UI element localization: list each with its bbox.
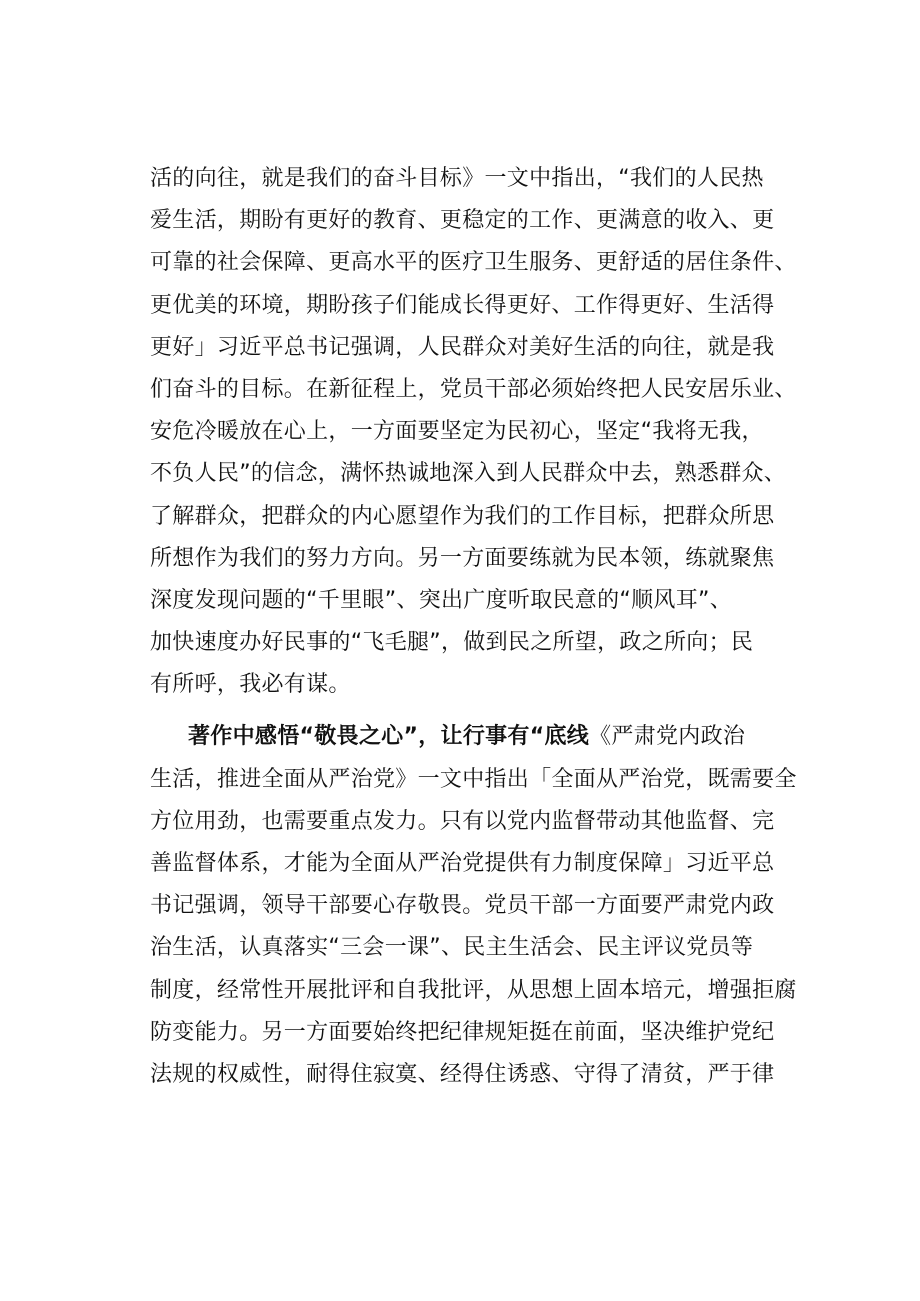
text-line: 有所呼，我必有谋。 (150, 672, 351, 698)
text-line: 加快速度办好民事的“飞毛腿”，做到民之所望，政之所向；民 (150, 630, 754, 656)
text-line: 了解群众，把群众的内心愿望作为我们的工作目标，把群众所思 (150, 503, 775, 529)
text-line: 安危冷暖放在心上，一方面要坚定为民初心，坚定“我将无我， (150, 419, 764, 445)
text-line: 防变能力。另一方面要始终把纪律规矩挺在前面，坚决维护党纪 (150, 1019, 775, 1045)
text-line: 治生活，认真落实“三会一课”、民主生活会、民主评议党员等 (150, 935, 754, 961)
text-line: 可靠的社会保障、更高水平的医疗卫生服务、更舒适的居住条件、 (150, 250, 797, 276)
text-line: 们奋斗的目标。在新征程上，党员干部必须始终把人民安居乐业、 (150, 376, 797, 402)
paragraph-reverence (150, 716, 810, 1096)
text-line: 所想作为我们的努力方向。另一方面要练就为民本领，练就聚焦 (150, 545, 775, 571)
text-line: 更优美的环境，期盼孩子们能成长得更好、工作得更好、生活得 (150, 292, 775, 318)
text-line: 生活，推进全面从严治党》一文中指出「全面从严治党，既需要全 (150, 766, 797, 792)
text-line: 方位用劲，也需要重点发力。只有以党内监督带动其他监督、完 (150, 808, 775, 834)
paragraph-spacer (150, 706, 810, 716)
paragraph-people-aspiration (150, 158, 810, 706)
text-line: 爱生活，期盼有更好的教育、更稳定的工作、更满意的收入、更 (150, 208, 775, 234)
paragraph-heading: 著作中感悟“敬畏之心”，让行事有“底线 (188, 724, 590, 750)
heading-continuation: 《严肃党内政治 (589, 724, 746, 750)
text-line: 书记强调，领导干部要心存敬畏。党员干部一方面要严肃党内政 (150, 893, 775, 919)
text-line: 更好」习近平总书记强调，人民群众对美好生活的向往，就是我 (150, 334, 775, 360)
text-line: 制度，经常性开展批评和自我批评，从思想上固本培元，增强拒腐 (150, 977, 797, 1003)
text-line: 深度发现问题的“千里眼”、突出广度听取民意的“顺风耳”、 (150, 587, 732, 613)
text-line: 法规的权威性，耐得住寂寞、经得住诱惑、守得了清贫，严于律 (150, 1061, 775, 1087)
text-line: 不负人民”的信念，满怀热诚地深入到人民群众中去，熟悉群众、 (150, 461, 787, 487)
text-line: 善监督体系，才能为全面从严治党提供有力制度保障」习近平总 (150, 851, 775, 876)
document-body (150, 158, 810, 1096)
text-line: 活的向往，就是我们的奋斗目标》一文中指出，“我们的人民热 (150, 166, 764, 191)
paragraph-first-line (150, 716, 810, 758)
